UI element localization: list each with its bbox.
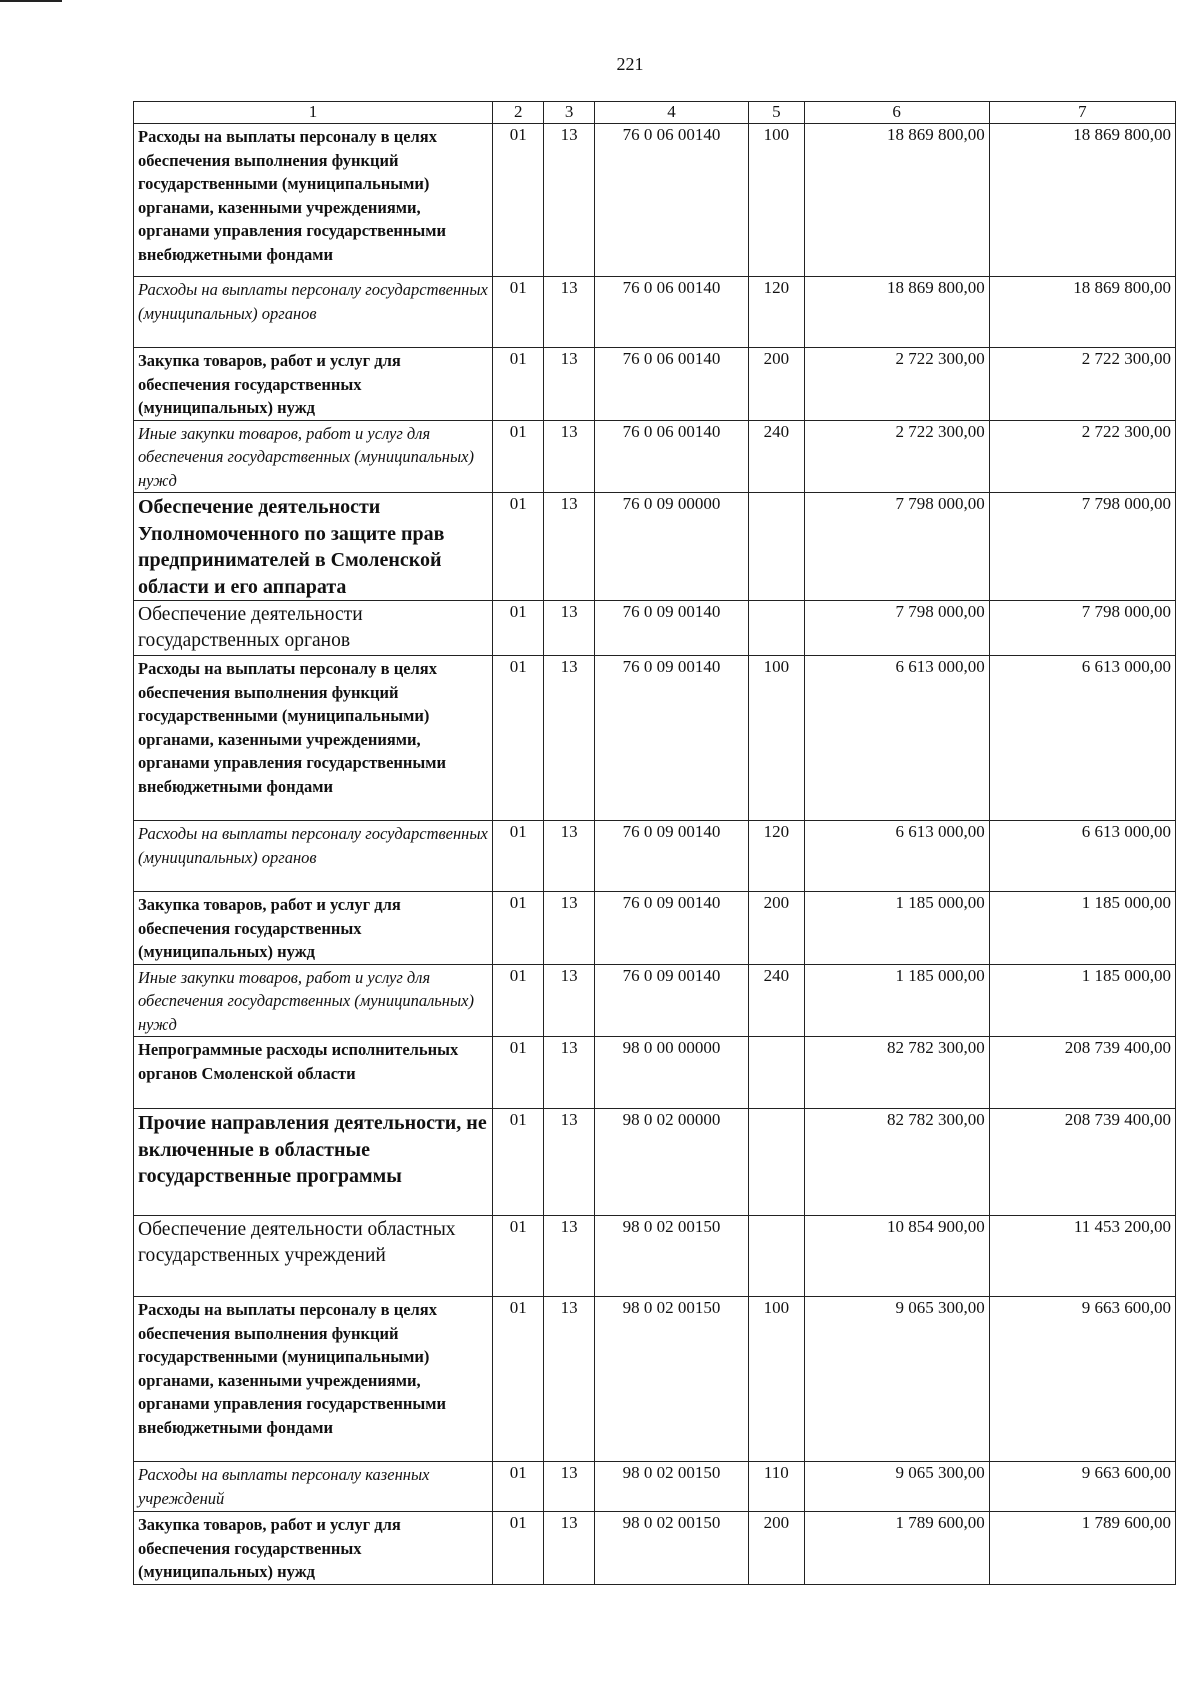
row-subsection: 13: [544, 1462, 594, 1512]
row-subsection: 13: [544, 1512, 594, 1585]
row-expense-type: [749, 601, 805, 656]
row-name: Прочие направления деятельности, не включенные в областные государственные программы: [134, 1109, 493, 1216]
row-target-code: 98 0 02 00150: [594, 1512, 748, 1585]
row-name: Закупка товаров, работ и услуг для обеспечения государственных (муниципальных) нужд: [134, 892, 493, 965]
row-expense-type: 200: [749, 892, 805, 965]
table-row: [134, 493, 1176, 601]
row-sum-col6: 6 613 000,00: [804, 656, 989, 821]
row-subsection: 13: [544, 1109, 594, 1216]
row-sum-col7: 11 453 200,00: [989, 1216, 1175, 1297]
row-expense-type: 110: [749, 1462, 805, 1512]
row-subsection: 13: [544, 601, 594, 656]
row-name: Расходы на выплаты персоналу в целях обеспечения выполнения функций государственными (муниципальными) органами, казенными учреждениями, органами управления государственными внебюджетными фондами: [134, 656, 493, 821]
row-sum-col6: 18 869 800,00: [804, 277, 989, 348]
row-target-code: 98 0 02 00150: [594, 1297, 748, 1462]
row-subsection: 13: [544, 1297, 594, 1462]
row-name: Непрограммные расходы исполнительных органов Смоленской области: [134, 1037, 493, 1109]
row-sum-col6: 2 722 300,00: [804, 420, 989, 493]
row-target-code: 76 0 06 00140: [594, 348, 748, 421]
row-subsection: 13: [544, 656, 594, 821]
row-sum-col7: 1 185 000,00: [989, 964, 1175, 1037]
table-row: [134, 601, 1176, 656]
row-name: Расходы на выплаты персоналу в целях обеспечения выполнения функций государственными (муниципальными) органами, казенными учреждениями, органами управления государственными внебюджетными фондами: [134, 124, 493, 277]
budget-table: [133, 101, 1176, 1585]
row-target-code: 76 0 09 00140: [594, 601, 748, 656]
table-row: [134, 1462, 1176, 1512]
row-sum-col7: 18 869 800,00: [989, 124, 1175, 277]
row-target-code: 98 0 00 00000: [594, 1037, 748, 1109]
row-name: Обеспечение деятельности Уполномоченного по защите прав предпринимателей в Смоленской области и его аппарата: [134, 493, 493, 601]
row-expense-type: [749, 493, 805, 601]
row-subsection: 13: [544, 277, 594, 348]
row-name: Иные закупки товаров, работ и услуг для обеспечения государственных (муниципальных) нужд: [134, 964, 493, 1037]
table-row: [134, 1109, 1176, 1216]
row-target-code: 98 0 02 00000: [594, 1109, 748, 1216]
row-sum-col7: 208 739 400,00: [989, 1109, 1175, 1216]
row-sum-col6: 10 854 900,00: [804, 1216, 989, 1297]
row-sum-col7: 2 722 300,00: [989, 348, 1175, 421]
table-row: [134, 1512, 1176, 1585]
row-sum-col6: 1 789 600,00: [804, 1512, 989, 1585]
row-target-code: 98 0 02 00150: [594, 1462, 748, 1512]
row-section: 01: [492, 601, 543, 656]
row-sum-col7: 208 739 400,00: [989, 1037, 1175, 1109]
row-sum-col6: 1 185 000,00: [804, 964, 989, 1037]
table-row: [134, 892, 1176, 965]
row-section: 01: [492, 420, 543, 493]
row-expense-type: [749, 1216, 805, 1297]
table-row: [134, 420, 1176, 493]
row-target-code: 76 0 09 00140: [594, 892, 748, 965]
row-sum-col7: 9 663 600,00: [989, 1462, 1175, 1512]
scan-edge-mark: [0, 0, 62, 2]
row-section: 01: [492, 124, 543, 277]
row-name: Иные закупки товаров, работ и услуг для обеспечения государственных (муниципальных) нужд: [134, 420, 493, 493]
row-section: 01: [492, 1512, 543, 1585]
row-expense-type: 240: [749, 964, 805, 1037]
row-section: 01: [492, 348, 543, 421]
row-name: Расходы на выплаты персоналу государственных (муниципальных) органов: [134, 821, 493, 892]
row-sum-col6: 9 065 300,00: [804, 1462, 989, 1512]
row-section: 01: [492, 821, 543, 892]
row-subsection: 13: [544, 964, 594, 1037]
row-target-code: 98 0 02 00150: [594, 1216, 748, 1297]
row-sum-col7: 6 613 000,00: [989, 656, 1175, 821]
row-target-code: 76 0 06 00140: [594, 277, 748, 348]
row-name: Расходы на выплаты персоналу в целях обеспечения выполнения функций государственными (муниципальными) органами, казенными учреждениями, органами управления государственными внебюджетными фондами: [134, 1297, 493, 1462]
table-row: [134, 1216, 1176, 1297]
row-expense-type: [749, 1037, 805, 1109]
row-subsection: 13: [544, 420, 594, 493]
row-section: 01: [492, 1462, 543, 1512]
row-expense-type: [749, 1109, 805, 1216]
row-name: Закупка товаров, работ и услуг для обеспечения государственных (муниципальных) нужд: [134, 1512, 493, 1585]
table-row: [134, 348, 1176, 421]
row-sum-col7: 2 722 300,00: [989, 420, 1175, 493]
row-target-code: 76 0 06 00140: [594, 124, 748, 277]
row-expense-type: 200: [749, 348, 805, 421]
row-target-code: 76 0 09 00140: [594, 964, 748, 1037]
row-target-code: 76 0 09 00140: [594, 656, 748, 821]
row-section: 01: [492, 277, 543, 348]
row-expense-type: 100: [749, 1297, 805, 1462]
column-header-7: 7: [989, 102, 1175, 124]
page-number: 221: [616, 54, 644, 74]
column-header-2: 2: [492, 102, 543, 124]
table-row: [134, 656, 1176, 821]
row-name: Обеспечение деятельности областных государственных учреждений: [134, 1216, 493, 1297]
row-name: Расходы на выплаты персоналу государственных (муниципальных) органов: [134, 277, 493, 348]
row-subsection: 13: [544, 348, 594, 421]
row-sum-col7: 6 613 000,00: [989, 821, 1175, 892]
row-target-code: 76 0 06 00140: [594, 420, 748, 493]
row-expense-type: 240: [749, 420, 805, 493]
row-section: 01: [492, 964, 543, 1037]
row-sum-col6: 18 869 800,00: [804, 124, 989, 277]
row-sum-col7: 7 798 000,00: [989, 493, 1175, 601]
row-section: 01: [492, 1109, 543, 1216]
row-subsection: 13: [544, 1216, 594, 1297]
row-sum-col6: 6 613 000,00: [804, 821, 989, 892]
row-sum-col6: 1 185 000,00: [804, 892, 989, 965]
column-header-6: 6: [804, 102, 989, 124]
table-row: [134, 277, 1176, 348]
row-sum-col7: 1 789 600,00: [989, 1512, 1175, 1585]
column-header-4: 4: [594, 102, 748, 124]
row-name: Расходы на выплаты персоналу казенных учреждений: [134, 1462, 493, 1512]
column-header-1: 1: [134, 102, 493, 124]
row-sum-col6: 82 782 300,00: [804, 1037, 989, 1109]
row-name: Обеспечение деятельности государственных органов: [134, 601, 493, 656]
row-target-code: 76 0 09 00140: [594, 821, 748, 892]
table-row: [134, 964, 1176, 1037]
row-sum-col7: 9 663 600,00: [989, 1297, 1175, 1462]
table-row: [134, 1037, 1176, 1109]
row-expense-type: 200: [749, 1512, 805, 1585]
row-expense-type: 100: [749, 124, 805, 277]
row-sum-col6: 9 065 300,00: [804, 1297, 989, 1462]
row-sum-col7: 18 869 800,00: [989, 277, 1175, 348]
row-expense-type: 100: [749, 656, 805, 821]
row-subsection: 13: [544, 124, 594, 277]
row-section: 01: [492, 1216, 543, 1297]
table-row: [134, 1297, 1176, 1462]
table-row: [134, 124, 1176, 277]
row-section: 01: [492, 1037, 543, 1109]
row-sum-col7: 1 185 000,00: [989, 892, 1175, 965]
column-header-5: 5: [749, 102, 805, 124]
row-sum-col6: 2 722 300,00: [804, 348, 989, 421]
column-header-3: 3: [544, 102, 594, 124]
row-target-code: 76 0 09 00000: [594, 493, 748, 601]
row-sum-col6: 82 782 300,00: [804, 1109, 989, 1216]
row-subsection: 13: [544, 493, 594, 601]
row-expense-type: 120: [749, 821, 805, 892]
row-sum-col6: 7 798 000,00: [804, 493, 989, 601]
row-section: 01: [492, 656, 543, 821]
row-subsection: 13: [544, 821, 594, 892]
row-section: 01: [492, 892, 543, 965]
row-subsection: 13: [544, 892, 594, 965]
row-name: Закупка товаров, работ и услуг для обеспечения государственных (муниципальных) нужд: [134, 348, 493, 421]
row-section: 01: [492, 1297, 543, 1462]
row-sum-col6: 7 798 000,00: [804, 601, 989, 656]
row-expense-type: 120: [749, 277, 805, 348]
row-section: 01: [492, 493, 543, 601]
column-number-row: [134, 102, 1176, 124]
row-sum-col7: 7 798 000,00: [989, 601, 1175, 656]
table-row: [134, 821, 1176, 892]
row-subsection: 13: [544, 1037, 594, 1109]
